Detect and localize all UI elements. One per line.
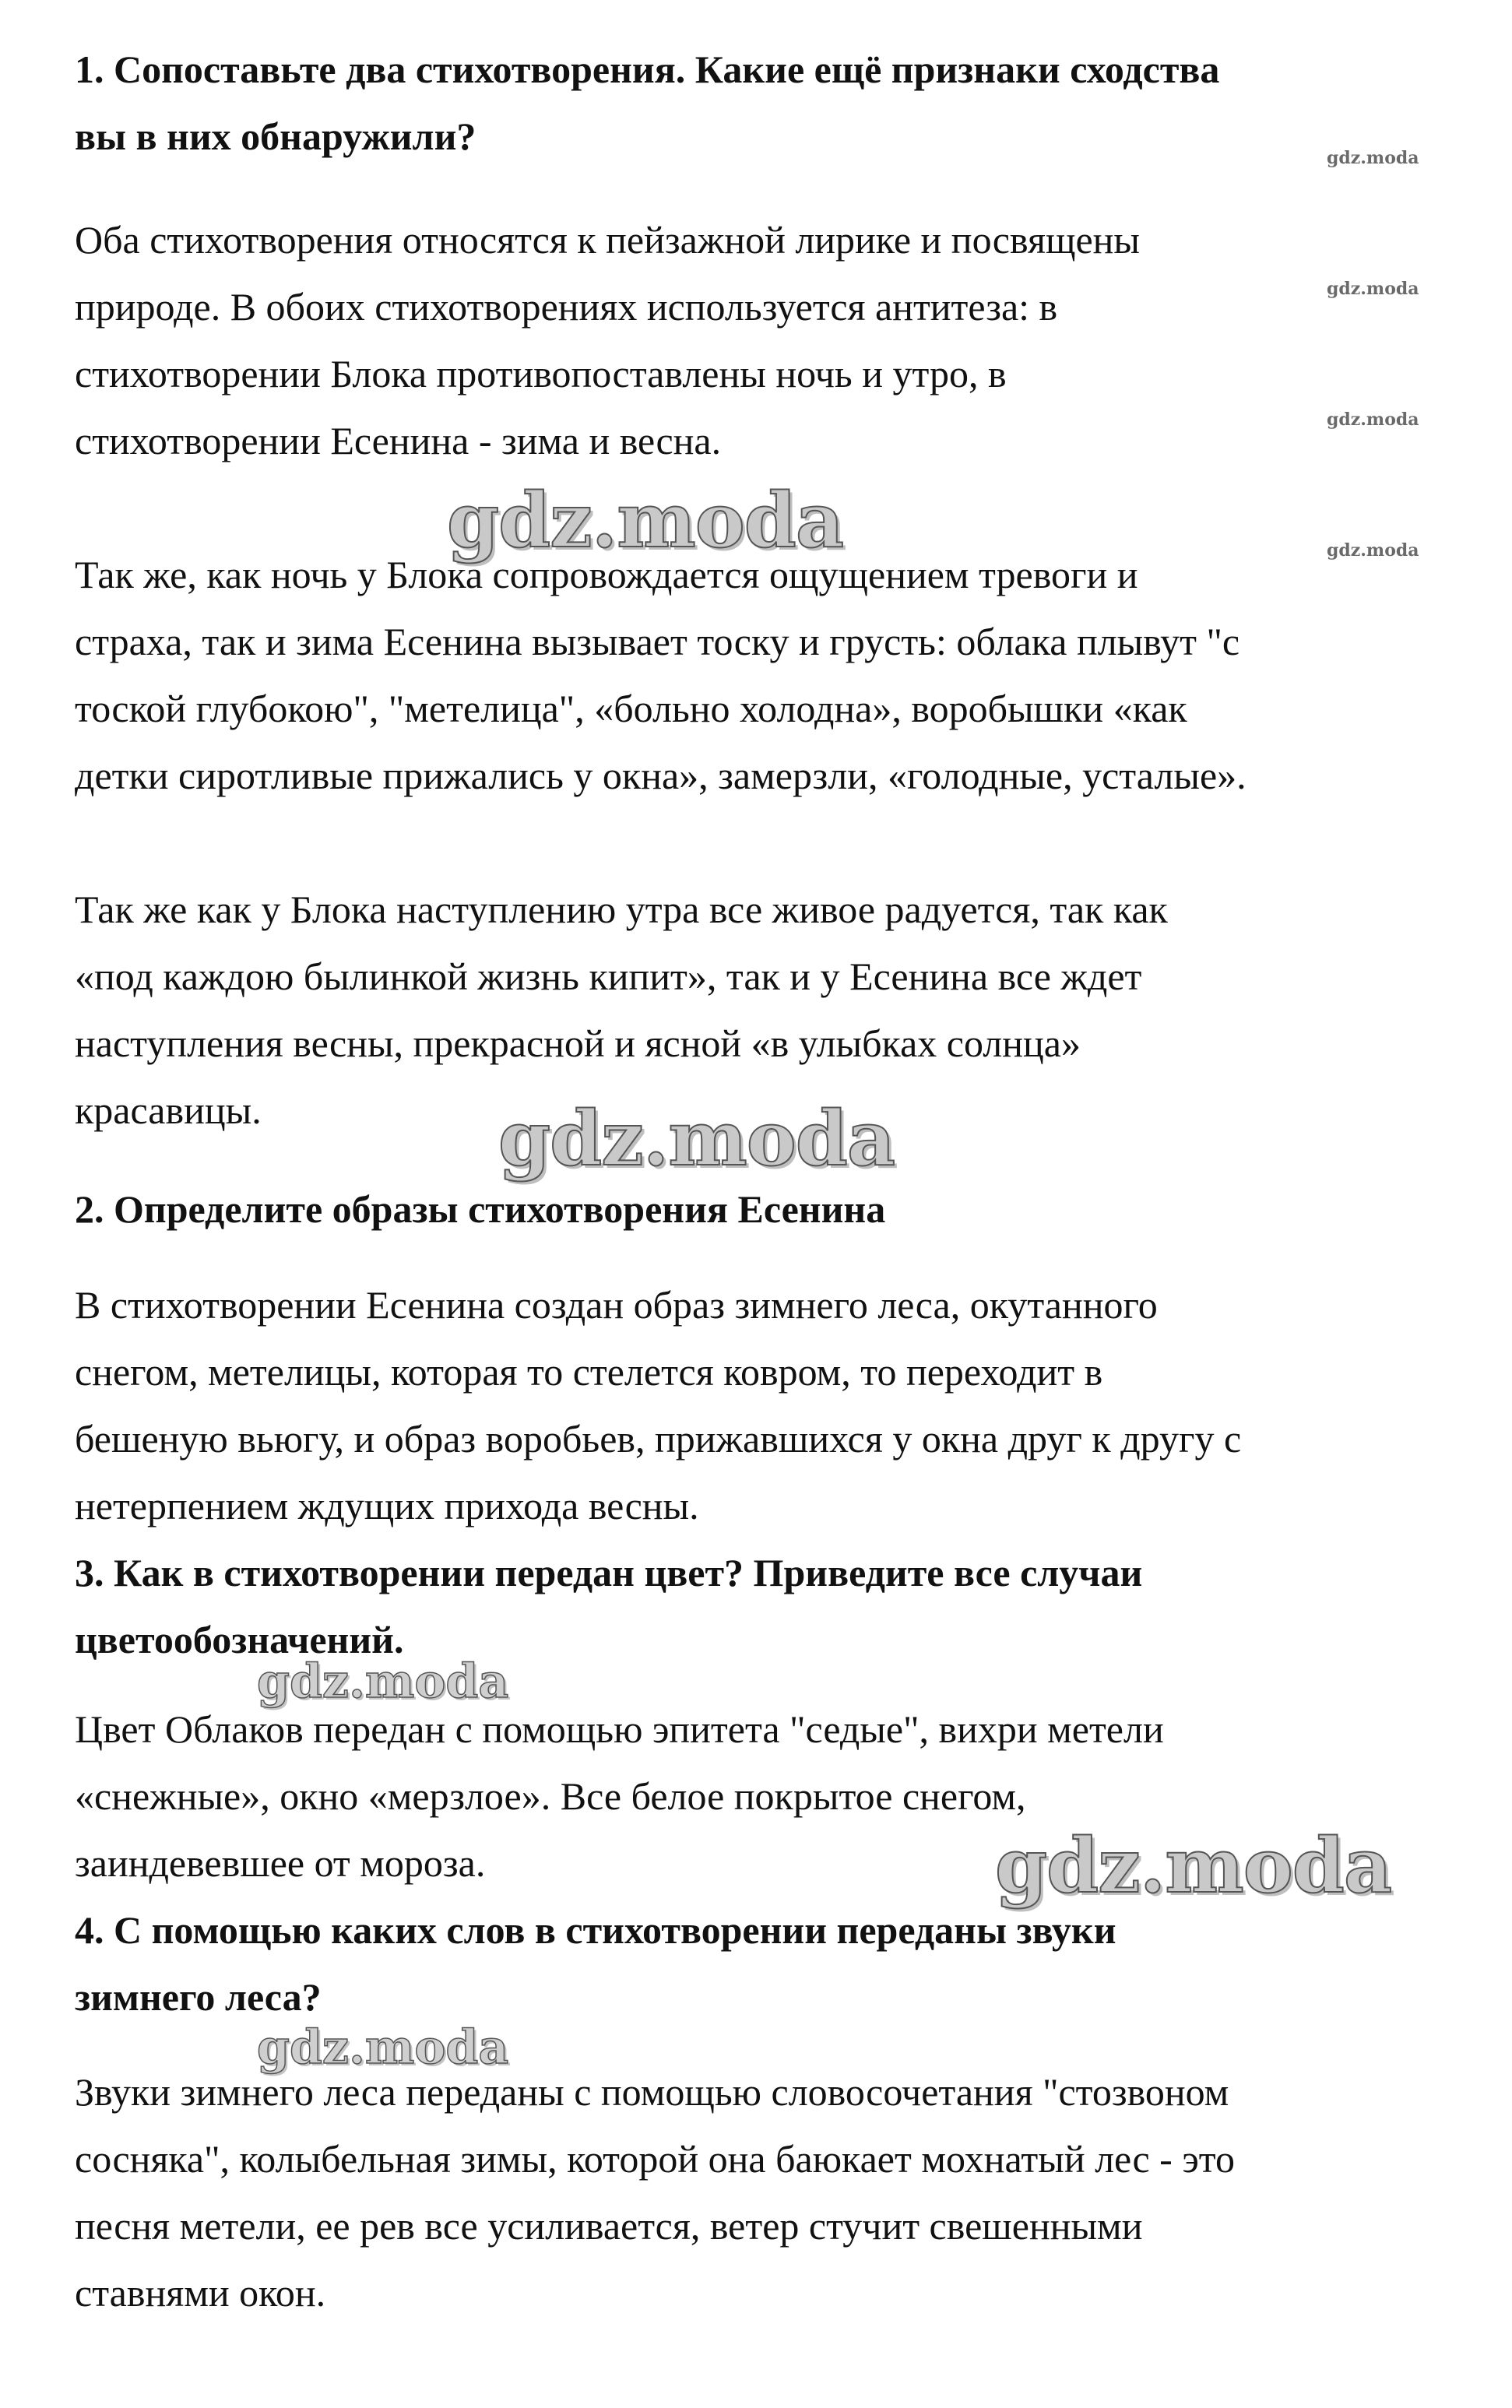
question-3-heading: цветообозначений. [75,1618,404,1661]
watermark-small: gdz.moda [1327,540,1419,561]
watermark-small: gdz.moda [1327,279,1419,299]
question-2-heading: 2. Определите образы стихотворения Есенина [75,1187,886,1231]
answer-1-text: Оба стихотворения относятся к пейзажной лирике и посвящены [75,218,1140,262]
answer-1-text: наступления весны, прекрасной и ясной «в улыбках солнца» [75,1021,1081,1065]
answer-2-text: В стихотворении Есенина создан образ зимнего леса, окутанного [75,1283,1158,1327]
answer-1-text: красавицы. [75,1088,262,1132]
answer-1-text: природе. В обоих стихотворениях используется антитеза: в [75,285,1058,329]
watermark-medium: gdz.moda [257,2020,509,2075]
question-1-heading: 1. Сопоставьте два стихотворения. Какие ещё признаки сходства [75,47,1220,91]
answer-4-text: сосняка", колыбельная зимы, которой она баюкает мохнатый лес - это [75,2137,1235,2181]
answer-4-text: Звуки зимнего леса переданы с помощью словосочетания "стозвоном [75,2070,1229,2114]
answer-2-text: бешеную вьюгу, и образ воробьев, прижавшихся у окна друг к другу с [75,1417,1242,1461]
answer-1-text: стихотворении Есенина - зима и весна. [75,419,722,462]
answer-2-text: снегом, метелицы, которая то стелется ковром, то переходит в [75,1350,1103,1394]
answer-1-text: стихотворении Блока противопоставлены ночь и утро, в [75,352,1007,395]
answer-2-text: нетерпением ждущих прихода весны. [75,1484,699,1527]
answer-1-text: Так же, как ночь у Блока сопровождается ощущением тревоги и [75,553,1138,596]
watermark-small: gdz.moda [1327,148,1419,168]
answer-4-text: песня метели, ее рев все усиливается, ветер стучит свешенными [75,2204,1143,2248]
watermark-small: gdz.moda [1327,410,1419,430]
question-4-heading: 4. С помощью каких слов в стихотворении переданы звуки [75,1908,1116,1952]
answer-3-text: Цвет Облаков передан с помощью эпитета "седые", вихри метели [75,1707,1164,1751]
answer-4-text: ставнями окон. [75,2271,326,2315]
watermark-large: gdz.moda [995,1822,1392,1910]
question-1-heading: вы в них обнаружили? [75,114,476,158]
answer-3-text: «снежные», окно «мерзлое». Все белое покрытое снегом, [75,1774,1026,1818]
watermark-large: gdz.moda [447,476,844,564]
question-3-heading: 3. Как в стихотворении передан цвет? Приведите все случаи [75,1551,1143,1594]
watermark-large: gdz.moda [498,1095,895,1183]
answer-1-text: детки сиротливые прижались у окна», замерзли, «голодные, усталые». [75,754,1247,797]
answer-1-text: Так же как у Блока наступлению утра все живое радуется, так как [75,888,1168,931]
question-4-heading: зимнего леса? [75,1975,322,2019]
answer-1-text: страха, так и зима Есенина вызывает тоску и грусть: облака плывут "с [75,620,1240,663]
answer-1-text: «под каждою былинкой жизнь кипит», так и у Есенина все ждет [75,954,1142,998]
answer-3-text: заиндевевшее от мороза. [75,1841,486,1885]
watermark-medium: gdz.moda [257,1654,509,1709]
answer-1-text: тоской глубокою", "метелица", «больно холодна», воробышки «как [75,687,1187,730]
